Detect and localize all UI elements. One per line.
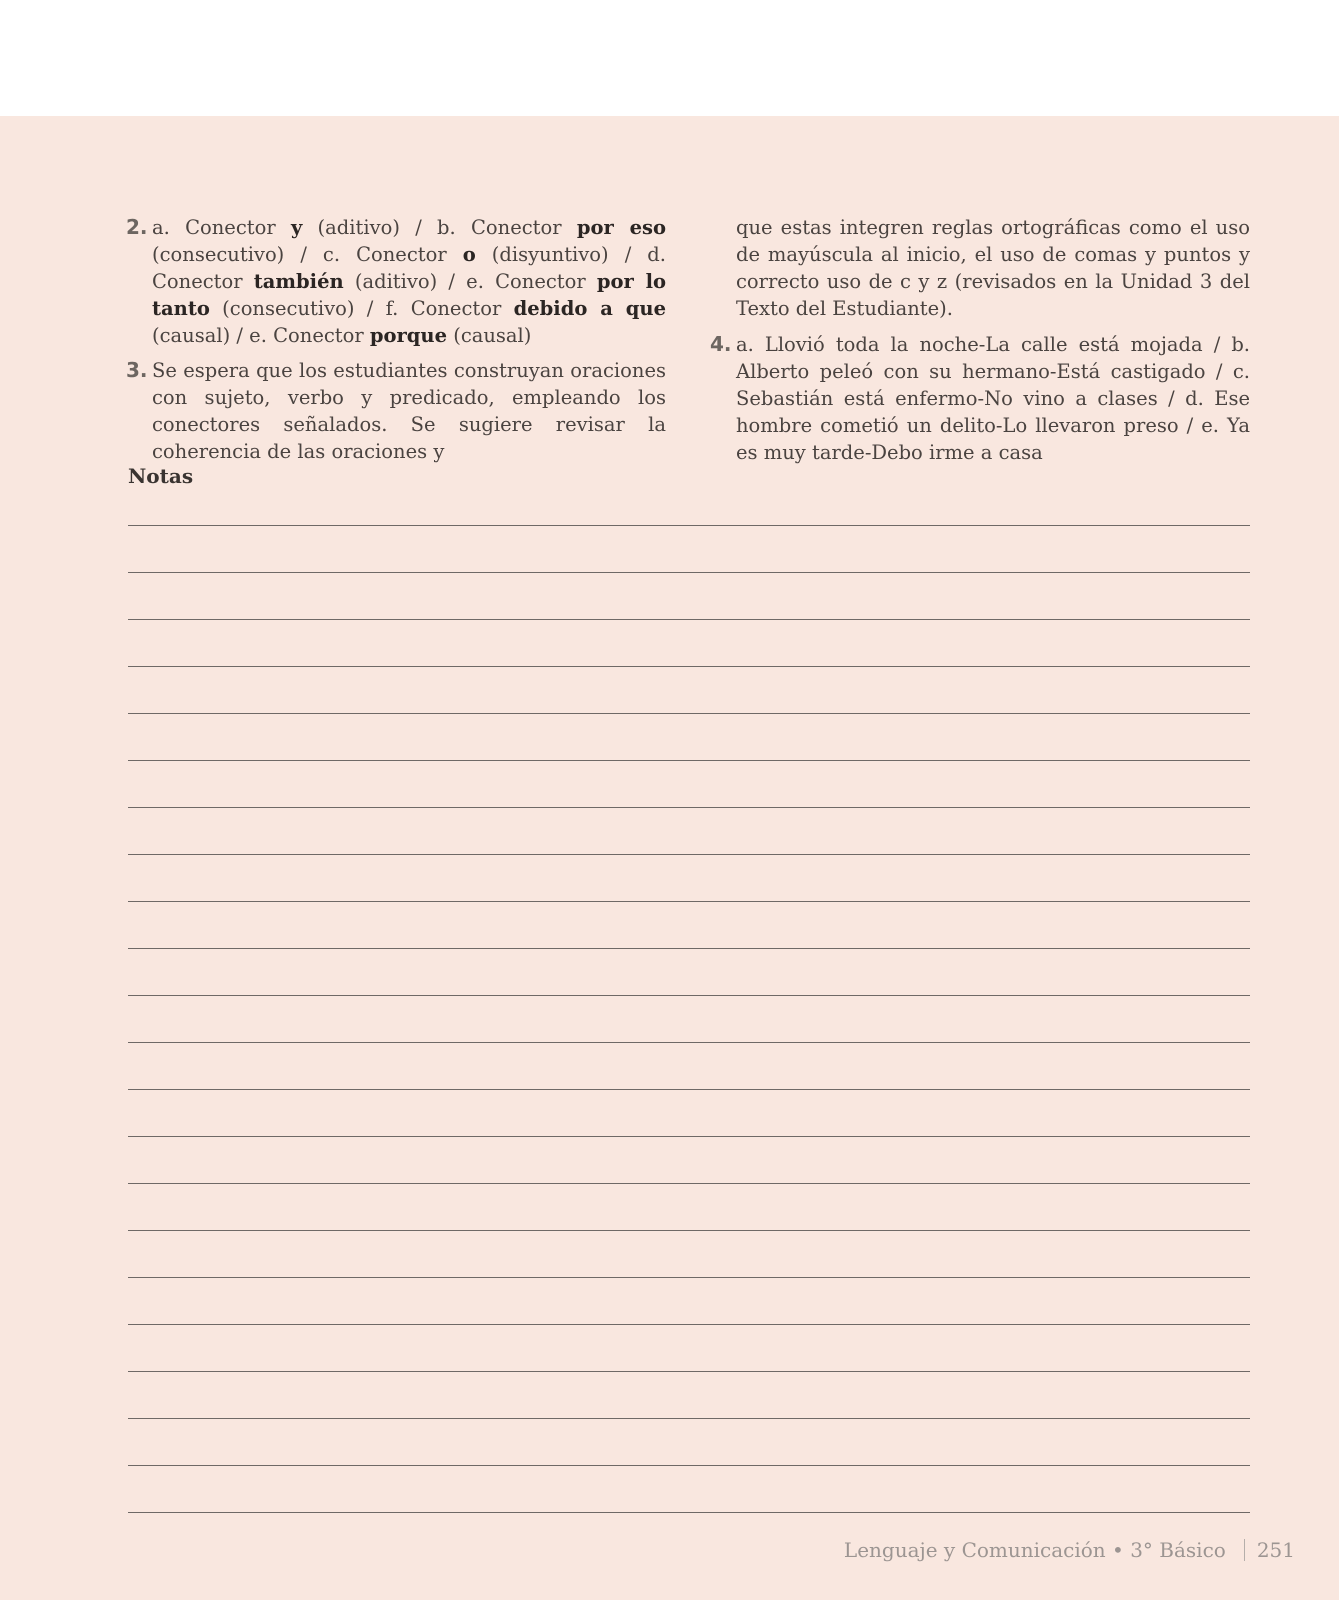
page-number: 251 xyxy=(1256,1538,1295,1562)
item-text xyxy=(152,216,666,347)
text-segment: (consecutivo) / c. Conector xyxy=(152,243,463,266)
connector-keyword: y xyxy=(290,216,303,239)
note-line xyxy=(128,1418,1250,1419)
note-line xyxy=(128,760,1250,761)
note-line xyxy=(128,901,1250,902)
item-number: 3. xyxy=(126,358,148,382)
note-line xyxy=(128,1136,1250,1137)
book-title: Lenguaje y Comunicación • 3° Básico xyxy=(843,1538,1226,1562)
note-line xyxy=(128,1512,1250,1513)
note-line xyxy=(128,525,1250,526)
note-line xyxy=(128,1277,1250,1278)
connector-keyword: debido a que xyxy=(513,297,667,320)
connector-keyword: por lo tanto xyxy=(152,270,666,320)
connector-keyword: también xyxy=(253,270,344,293)
note-line xyxy=(128,1183,1250,1184)
note-line xyxy=(128,1324,1250,1325)
answer-item-3 xyxy=(128,357,666,465)
text-segment: (aditivo) / b. Conector xyxy=(302,216,577,239)
text-segment: (causal) / e. Conector xyxy=(152,324,370,347)
text-segment: (consecutivo) / f. Conector xyxy=(209,297,514,320)
note-line xyxy=(128,1089,1250,1090)
connector-keyword: por eso xyxy=(576,216,666,239)
note-line xyxy=(128,666,1250,667)
answer-item-4 xyxy=(712,331,1250,466)
item-number: 4. xyxy=(710,332,732,356)
note-line xyxy=(128,948,1250,949)
note-line xyxy=(128,1230,1250,1231)
note-line xyxy=(128,1465,1250,1466)
note-line xyxy=(128,807,1250,808)
notes-title: Notas xyxy=(128,464,194,488)
note-line xyxy=(128,1371,1250,1372)
answer-item-3-continuation: que estas integren reglas ortográficas como el uso de mayúscula al inicio, el uso de comas y puntos y correcto uso de c y z (revisados en la Unidad 3 del Texto del Estudiante). xyxy=(736,216,1250,320)
text-segment: a. Conector xyxy=(152,216,291,239)
item-text: Se espera que los estudiantes construyan oraciones con sujeto, verbo y predicado, empleando los conectores señalados. Se sugiere revisar la coherencia de las oraciones y xyxy=(152,359,666,463)
note-line xyxy=(128,713,1250,714)
note-line xyxy=(128,572,1250,573)
note-line xyxy=(128,1042,1250,1043)
note-line xyxy=(128,854,1250,855)
connector-keyword: o xyxy=(462,243,476,266)
text-segment: (aditivo) / e. Conector xyxy=(343,270,597,293)
answers-section xyxy=(126,214,1250,464)
left-column xyxy=(128,214,666,473)
item-number: 2. xyxy=(126,215,148,239)
page-footer xyxy=(844,1538,1295,1562)
item-text: a. Llovió toda la noche-La calle está mojada / b. Alberto peleó con su hermano-Está castigado / c. Sebastián está enfermo-No vino a clases / d. Ese hombre cometió un delito-Lo llevaron preso / e. Ya es muy tarde-Debo irme a casa xyxy=(736,333,1250,464)
note-line xyxy=(128,619,1250,620)
text-segment: (causal) xyxy=(447,324,532,347)
answer-item-2 xyxy=(128,214,666,349)
note-line xyxy=(128,995,1250,996)
right-column xyxy=(712,214,1250,474)
connector-keyword: porque xyxy=(369,324,448,347)
footer-divider xyxy=(1244,1539,1245,1561)
text-segment: (disyuntivo) / d. Conector xyxy=(152,243,666,293)
